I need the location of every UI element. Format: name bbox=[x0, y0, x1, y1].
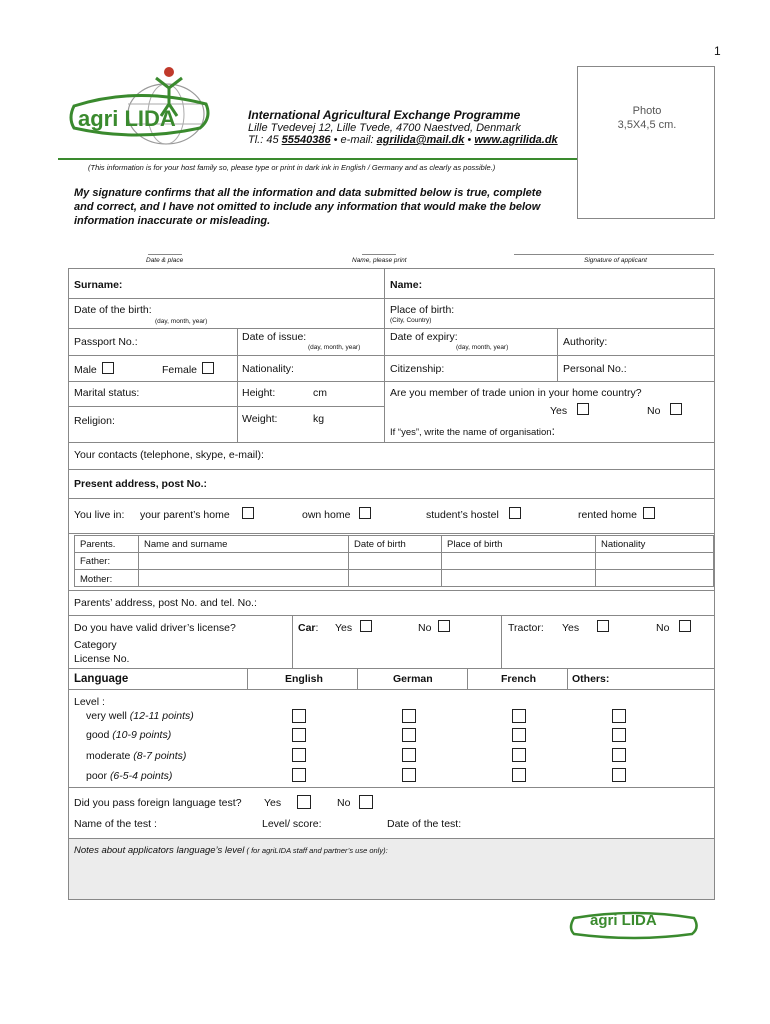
level-name: very well bbox=[86, 710, 130, 722]
date-expiry-hint: (day, month, year) bbox=[456, 344, 509, 351]
test-name-label: Name of the test : bbox=[74, 818, 157, 830]
personal-no-label: Personal No.: bbox=[563, 363, 627, 375]
rule-v bbox=[557, 328, 558, 381]
others-very-well-checkbox[interactable] bbox=[612, 709, 626, 723]
footer-logo-text: agri LIDA bbox=[590, 912, 657, 929]
parents-address-label: Parents’ address, post No. and tel. No.: bbox=[74, 597, 257, 609]
german-moderate-checkbox[interactable] bbox=[402, 748, 416, 762]
table-header-pob: Place of birth bbox=[447, 539, 503, 550]
level-very-well bbox=[86, 710, 194, 722]
female-label: Female bbox=[162, 364, 198, 376]
car-colon: : bbox=[315, 622, 319, 634]
present-address-label: Present address, post No.: bbox=[74, 478, 208, 490]
students-hostel-label: student’s hostel bbox=[426, 509, 499, 521]
union-yes-checkbox[interactable] bbox=[577, 403, 589, 415]
surname-label: Surname: bbox=[74, 279, 123, 291]
table-rule-v bbox=[441, 535, 442, 587]
rule bbox=[68, 298, 715, 299]
weight-unit: kg bbox=[313, 413, 325, 425]
language-col-french: French bbox=[501, 673, 537, 685]
license-no-label: License No. bbox=[74, 653, 130, 665]
male-label: Male bbox=[74, 364, 97, 376]
car-label bbox=[298, 622, 318, 634]
tractor-yes-checkbox[interactable] bbox=[597, 620, 609, 632]
union-no-checkbox[interactable] bbox=[670, 403, 682, 415]
footer-logo bbox=[568, 906, 700, 942]
union-no-label: No bbox=[647, 405, 661, 417]
others-poor-checkbox[interactable] bbox=[612, 768, 626, 782]
date-issue-label: Date of issue: bbox=[242, 331, 307, 343]
programme-title: International Agricultural Exchange Programme bbox=[248, 108, 521, 122]
rule bbox=[68, 469, 715, 470]
level-label: Level : bbox=[74, 696, 105, 708]
language-col-others: Others: bbox=[572, 673, 610, 685]
photo-label: Photo bbox=[632, 105, 662, 117]
license-question: Do you have valid driver’s license? bbox=[74, 622, 236, 634]
pob-label: Place of birth: bbox=[390, 304, 455, 316]
rule-v bbox=[567, 668, 568, 689]
tel-prefix: Tl.: 45 bbox=[248, 134, 282, 146]
weight-label: Weight: bbox=[242, 413, 278, 425]
rule-v bbox=[501, 615, 502, 668]
others-good-checkbox[interactable] bbox=[612, 728, 626, 742]
own-home-label: own home bbox=[302, 509, 351, 521]
female-checkbox[interactable] bbox=[202, 362, 214, 374]
language-test-question: Did you pass foreign language test? bbox=[74, 797, 242, 809]
french-good-checkbox[interactable] bbox=[512, 728, 526, 742]
notes-text: Notes about applicators language’s level bbox=[74, 845, 245, 856]
page-number: 1 bbox=[714, 44, 721, 58]
table-rule bbox=[74, 552, 714, 553]
car-no-checkbox[interactable] bbox=[438, 620, 450, 632]
date-place-line[interactable] bbox=[148, 254, 182, 255]
rule bbox=[68, 328, 715, 329]
name-print-label: Name, please print bbox=[352, 257, 407, 264]
tractor-no-label: No bbox=[656, 622, 670, 634]
dob-label: Date of the birth: bbox=[74, 304, 152, 316]
date-issue-hint: (day, month, year) bbox=[308, 344, 361, 351]
contacts-label: Your contacts (telephone, skype, e-mail): bbox=[74, 449, 264, 461]
rule-v bbox=[292, 615, 293, 668]
rented-home-label: rented home bbox=[578, 509, 637, 521]
table-rule bbox=[74, 569, 714, 570]
rule bbox=[68, 355, 715, 356]
date-place-label: Date & place bbox=[146, 257, 184, 264]
rule bbox=[68, 498, 715, 499]
car-yes-checkbox[interactable] bbox=[360, 620, 372, 632]
car-yes-label: Yes bbox=[335, 622, 353, 634]
date-expiry-label: Date of expiry: bbox=[390, 331, 458, 343]
tractor-no-checkbox[interactable] bbox=[679, 620, 691, 632]
rule bbox=[68, 381, 715, 382]
website-link[interactable]: www.agrilida.dk bbox=[474, 134, 558, 146]
category-label: Category bbox=[74, 639, 117, 651]
parents-home-label: your parent’s home bbox=[140, 509, 230, 521]
declaration-line-2: and correct, and I have not omitted to include any information that would make the below bbox=[74, 201, 541, 213]
english-good-checkbox[interactable] bbox=[292, 728, 306, 742]
test-date-label: Date of the test: bbox=[387, 818, 462, 830]
agri-lida-logo bbox=[66, 64, 216, 154]
level-points: (8-7 points) bbox=[133, 750, 187, 762]
table-header-name: Name and surname bbox=[144, 539, 228, 550]
passport-label: Passport No.: bbox=[74, 336, 138, 348]
photo-box[interactable] bbox=[577, 66, 715, 219]
union-org-label bbox=[390, 424, 555, 438]
level-poor bbox=[86, 770, 172, 782]
citizenship-label: Citizenship: bbox=[390, 363, 445, 375]
car-text: Car bbox=[298, 622, 316, 634]
table-row-mother: Mother: bbox=[80, 574, 113, 585]
union-org-text: If “yes”, write the name of organisation bbox=[390, 427, 552, 438]
declaration-line-1: My signature confirms that all the information and data submitted below is true, complete bbox=[74, 187, 542, 199]
table-row-father: Father: bbox=[80, 556, 111, 567]
french-moderate-checkbox[interactable] bbox=[512, 748, 526, 762]
table-rule-v bbox=[138, 535, 139, 587]
french-poor-checkbox[interactable] bbox=[512, 768, 526, 782]
car-no-label: No bbox=[418, 622, 432, 634]
instruction-note: (This information is for your host family so, please type or print in dark ink in English / Germany and as clearly as possible.) bbox=[88, 163, 496, 172]
german-poor-checkbox[interactable] bbox=[402, 768, 416, 782]
rule-v bbox=[357, 668, 358, 689]
rule-v bbox=[384, 268, 385, 442]
test-yes-label: Yes bbox=[264, 797, 282, 809]
union-question: Are you member of trade union in your home country? bbox=[390, 387, 642, 399]
language-header: Language bbox=[74, 673, 129, 685]
level-name: good bbox=[86, 729, 113, 741]
rented-home-checkbox[interactable] bbox=[643, 507, 655, 519]
union-org-colon: : bbox=[551, 424, 555, 438]
level-points: (10-9 points) bbox=[112, 729, 172, 741]
rule bbox=[68, 668, 715, 669]
german-very-well-checkbox[interactable] bbox=[402, 709, 416, 723]
address-line: Lille Tvedevej 12, Lille Tvede, 4700 Naestved, Denmark bbox=[248, 122, 521, 134]
parents-home-checkbox[interactable] bbox=[242, 507, 254, 519]
photo-size: 3,5X4,5 cm. bbox=[617, 119, 677, 131]
rule bbox=[68, 442, 715, 443]
level-points: (12-11 points) bbox=[129, 710, 194, 722]
french-very-well-checkbox[interactable] bbox=[512, 709, 526, 723]
dob-hint: (day, month, year) bbox=[155, 318, 208, 325]
german-good-checkbox[interactable] bbox=[402, 728, 416, 742]
level-points: (6-5-4 points) bbox=[109, 770, 173, 782]
rule bbox=[68, 787, 715, 788]
level-good bbox=[86, 729, 171, 741]
logo-text: agri LIDA bbox=[78, 106, 176, 131]
tel-number: 55540386 bbox=[281, 134, 331, 146]
signature-line[interactable] bbox=[514, 254, 714, 255]
english-moderate-checkbox[interactable] bbox=[292, 748, 306, 762]
pob-hint: (City, Country) bbox=[390, 317, 432, 324]
own-home-checkbox[interactable] bbox=[359, 507, 371, 519]
rule bbox=[68, 590, 715, 591]
email-prefix: • e-mail: bbox=[330, 134, 377, 146]
notes-label bbox=[74, 845, 388, 856]
rule-v bbox=[237, 328, 238, 442]
name-line[interactable] bbox=[362, 254, 396, 255]
rule-v bbox=[247, 668, 248, 689]
marital-label: Marital status: bbox=[74, 387, 140, 399]
email-link[interactable]: agrilida@mail.dk bbox=[376, 134, 465, 146]
students-hostel-checkbox[interactable] bbox=[509, 507, 521, 519]
table-rule-v bbox=[348, 535, 349, 587]
english-very-well-checkbox[interactable] bbox=[292, 709, 306, 723]
level-moderate bbox=[86, 750, 186, 762]
union-yes-label: Yes bbox=[550, 405, 568, 417]
bullet-sep: • bbox=[464, 134, 475, 146]
header-divider bbox=[58, 158, 577, 160]
nationality-label: Nationality: bbox=[242, 363, 294, 375]
english-poor-checkbox[interactable] bbox=[292, 768, 306, 782]
rule bbox=[68, 533, 715, 534]
table-header-nationality: Nationality bbox=[601, 539, 646, 550]
height-label: Height: bbox=[242, 387, 276, 399]
name-label: Name: bbox=[390, 279, 423, 291]
authority-label: Authority: bbox=[563, 336, 608, 348]
rule bbox=[68, 406, 384, 407]
declaration-line-3: information inaccurate or misleading. bbox=[74, 215, 271, 227]
rule bbox=[68, 689, 715, 690]
test-yes-checkbox[interactable] bbox=[297, 795, 311, 809]
tractor-yes-label: Yes bbox=[562, 622, 580, 634]
others-moderate-checkbox[interactable] bbox=[612, 748, 626, 762]
table-header-dob: Date of birth bbox=[354, 539, 406, 550]
height-unit: cm bbox=[313, 387, 327, 399]
religion-label: Religion: bbox=[74, 415, 115, 427]
table-rule-v bbox=[595, 535, 596, 587]
level-name: poor bbox=[86, 770, 110, 782]
live-in-label: You live in: bbox=[74, 509, 125, 521]
male-checkbox[interactable] bbox=[102, 362, 114, 374]
rule bbox=[68, 615, 715, 616]
signature-label: Signature of applicant bbox=[584, 257, 647, 264]
language-col-german: German bbox=[393, 673, 433, 685]
level-name: moderate bbox=[86, 750, 134, 762]
rule-v bbox=[467, 668, 468, 689]
test-no-checkbox[interactable] bbox=[359, 795, 373, 809]
table-header-parents: Parents. bbox=[80, 539, 116, 550]
contact-line bbox=[248, 134, 558, 146]
notes-hint: ( for agriLIDA staff and partner’s use only): bbox=[244, 846, 388, 855]
tractor-label: Tractor: bbox=[508, 622, 544, 634]
test-level-label: Level/ score: bbox=[262, 818, 322, 830]
language-col-english: English bbox=[285, 673, 323, 685]
test-no-label: No bbox=[337, 797, 351, 809]
